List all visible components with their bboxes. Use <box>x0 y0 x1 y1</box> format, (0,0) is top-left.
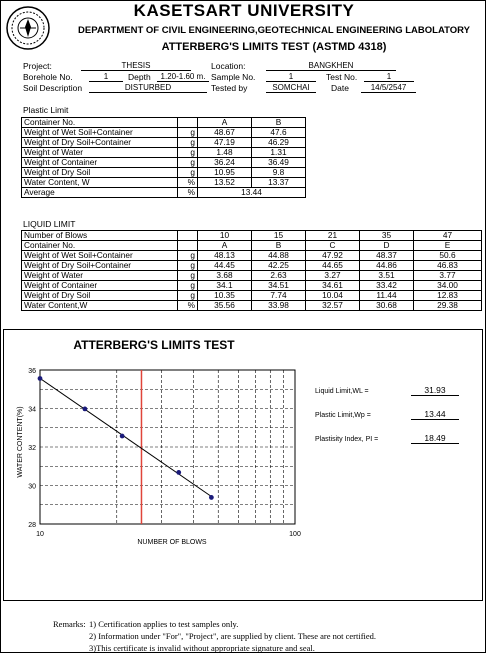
cell: Weight of Dry Soil <box>22 168 178 178</box>
cell: g <box>178 148 198 158</box>
location-label: Location: <box>211 61 246 71</box>
data-point <box>38 376 43 381</box>
borehole-label: Borehole No. <box>23 72 73 82</box>
cell: 36.49 <box>252 158 306 168</box>
cell: 34.00 <box>414 281 482 291</box>
cell: Weight of Dry Soil <box>22 291 178 301</box>
x-tick-label: 10 <box>36 531 44 538</box>
location-value: BANGKHEN <box>266 61 396 71</box>
cell: A <box>198 241 252 251</box>
y-tick-label: 28 <box>28 522 36 529</box>
cell: Weight of Wet Soil+Container <box>22 128 178 138</box>
chart-frame <box>3 329 483 601</box>
cell: 44.88 <box>252 251 306 261</box>
data-point <box>120 434 125 439</box>
liquid-limit-result-value: 31.93 <box>411 386 459 396</box>
cell: 47.19 <box>198 138 252 148</box>
table-row <box>22 291 482 301</box>
cell: Weight of Wet Soil+Container <box>22 251 178 261</box>
tested-label: Tested by <box>211 83 248 93</box>
date-label: Date <box>331 83 349 93</box>
liquid-limit-result-label: Liquid Limit,WL = <box>315 388 369 395</box>
cell: Weight of Dry Soil+Container <box>22 261 178 271</box>
cell: 3.68 <box>198 271 252 281</box>
table-row <box>22 231 482 241</box>
cell <box>178 241 198 251</box>
cell: 46.29 <box>252 138 306 148</box>
cell: 35.56 <box>198 301 252 311</box>
table-row <box>22 118 306 128</box>
cell: g <box>178 168 198 178</box>
depth-value: 1.20-1.60 m. <box>157 72 209 82</box>
cell: 9.8 <box>252 168 306 178</box>
y-axis-label: WATER CONTENT(%) <box>17 406 24 478</box>
depth-label: Depth <box>128 72 151 82</box>
cell: g <box>178 138 198 148</box>
table-row <box>22 148 306 158</box>
y-tick-label: 30 <box>28 483 36 491</box>
cell: 10.95 <box>198 168 252 178</box>
chart-ticks <box>28 368 301 538</box>
cell: 32.57 <box>306 301 360 311</box>
cell: 15 <box>252 231 306 241</box>
cell: 3.77 <box>414 271 482 281</box>
project-label: Project: <box>23 61 52 71</box>
cell: Weight of Dry Soil+Container <box>22 138 178 148</box>
cell: 44.65 <box>306 261 360 271</box>
cell: B <box>252 241 306 251</box>
cell: 12.83 <box>414 291 482 301</box>
cell: 10.35 <box>198 291 252 301</box>
cell: C <box>306 241 360 251</box>
test-title: ATTERBERG'S LIMITS TEST (ASTMD 4318) <box>161 41 387 53</box>
department-title: DEPARTMENT OF CIVIL ENGINEERING,GEOTECHNICAL ENGINEERING LABOLATORY <box>78 25 470 36</box>
testno-label: Test No. <box>326 72 358 82</box>
cell: 13.44 <box>198 188 306 198</box>
cell: Weight of Container <box>22 281 178 291</box>
cell: % <box>178 301 198 311</box>
plasticity-index-label: Plastisity Index, PI = <box>315 436 379 443</box>
x-axis-label: NUMBER OF BLOWS <box>137 539 207 546</box>
cell: 34.51 <box>252 281 306 291</box>
cell: Weight of Water <box>22 148 178 158</box>
chart-title: ATTERBERG'S LIMITS TEST <box>73 338 235 352</box>
plastic-limit-result-label: Plastic Limit,Wp = <box>315 412 371 419</box>
cell: 13.37 <box>252 178 306 188</box>
cell: 48.13 <box>198 251 252 261</box>
cell: 50.6 <box>414 251 482 261</box>
liquid-limit-title: LIQUID LIMIT <box>23 219 76 229</box>
cell: g <box>178 128 198 138</box>
table-row <box>22 241 482 251</box>
cell: E <box>414 241 482 251</box>
cell: 42.25 <box>252 261 306 271</box>
cell: 3.27 <box>306 271 360 281</box>
table-row <box>22 281 482 291</box>
tested-value: SOMCHAI <box>266 83 316 93</box>
table-row <box>22 271 482 281</box>
y-tick-label: 34 <box>28 406 36 414</box>
cell: 1.31 <box>252 148 306 158</box>
cell: 2.63 <box>252 271 306 281</box>
remark-item: 3)This certificate is invalid without appropriate signature and seal. <box>89 643 315 653</box>
testno-value: 1 <box>364 72 414 82</box>
liquid-limit-table <box>21 230 482 311</box>
y-tick-label: 32 <box>28 445 36 452</box>
x-tick-label: 100 <box>289 531 301 538</box>
borehole-value: 1 <box>89 72 123 82</box>
cell: 10.04 <box>306 291 360 301</box>
plastic-limit-table <box>21 117 306 198</box>
cell: g <box>178 291 198 301</box>
plasticity-index-value: 18.49 <box>411 434 459 444</box>
cell: 29.38 <box>414 301 482 311</box>
project-value: THESIS <box>81 61 191 71</box>
cell: 44.86 <box>360 261 414 271</box>
cell: 10 <box>198 231 252 241</box>
cell: 33.98 <box>252 301 306 311</box>
cell: Average <box>22 188 178 198</box>
cell: g <box>178 271 198 281</box>
date-value: 14/5/2547 <box>361 83 416 93</box>
cell <box>178 118 198 128</box>
cell: 11.44 <box>360 291 414 301</box>
sample-label: Sample No. <box>211 72 256 82</box>
cell: 30.68 <box>360 301 414 311</box>
cell: 3.51 <box>360 271 414 281</box>
cell: g <box>178 251 198 261</box>
cell: 21 <box>306 231 360 241</box>
cell: % <box>178 188 198 198</box>
cell: 36.24 <box>198 158 252 168</box>
cell: Water Content, W <box>22 178 178 188</box>
cell: A <box>198 118 252 128</box>
table-row <box>22 261 482 271</box>
cell: 44.45 <box>198 261 252 271</box>
soil-label: Soil Description <box>23 83 83 93</box>
table-row <box>22 128 306 138</box>
cell: 35 <box>360 231 414 241</box>
cell: g <box>178 281 198 291</box>
cell: 13.52 <box>198 178 252 188</box>
data-point <box>176 470 181 475</box>
cell: 48.37 <box>360 251 414 261</box>
cell: g <box>178 261 198 271</box>
cell: D <box>360 241 414 251</box>
cell: 33.42 <box>360 281 414 291</box>
cell: Container No. <box>22 118 178 128</box>
cell: 47.92 <box>306 251 360 261</box>
cell: 47.6 <box>252 128 306 138</box>
remark-item: 2) Information under "For", "Project", are supplied by client. These are not certified. <box>89 631 377 641</box>
data-point <box>83 406 88 411</box>
plastic-limit-result-value: 13.44 <box>411 410 459 420</box>
cell: 7.74 <box>252 291 306 301</box>
cell: % <box>178 178 198 188</box>
atterberg-chart <box>4 330 482 600</box>
cell: Water Content,W <box>22 301 178 311</box>
cell: g <box>178 158 198 168</box>
remarks-label: Remarks: <box>53 619 86 629</box>
table-row <box>22 138 306 148</box>
cell: Number of Blows <box>22 231 178 241</box>
chart-grid <box>40 370 295 524</box>
table-row <box>22 168 306 178</box>
table-row <box>22 301 482 311</box>
remark-item: 1) Certification applies to test samples only. <box>89 619 239 629</box>
cell <box>178 231 198 241</box>
data-point <box>209 495 214 500</box>
cell: Weight of Container <box>22 158 178 168</box>
cell: 48.67 <box>198 128 252 138</box>
table-row <box>22 251 482 261</box>
cell: 34.61 <box>306 281 360 291</box>
table-row <box>22 178 306 188</box>
cell: 34.1 <box>198 281 252 291</box>
fit-line <box>40 378 211 496</box>
cell: Container No. <box>22 241 178 251</box>
table-row <box>22 158 306 168</box>
sample-value: 1 <box>266 72 316 82</box>
y-tick-label: 36 <box>28 368 36 375</box>
university-title: KASETSART UNIVERSITY <box>133 1 355 20</box>
cell: B <box>252 118 306 128</box>
cell: Weight of Water <box>22 271 178 281</box>
plastic-limit-title: Plastic Limit <box>23 105 69 115</box>
table-row <box>22 188 306 198</box>
cell: 1.48 <box>198 148 252 158</box>
soil-value: DISTURBED <box>89 83 207 93</box>
cell: 46.83 <box>414 261 482 271</box>
cell: 47 <box>414 231 482 241</box>
